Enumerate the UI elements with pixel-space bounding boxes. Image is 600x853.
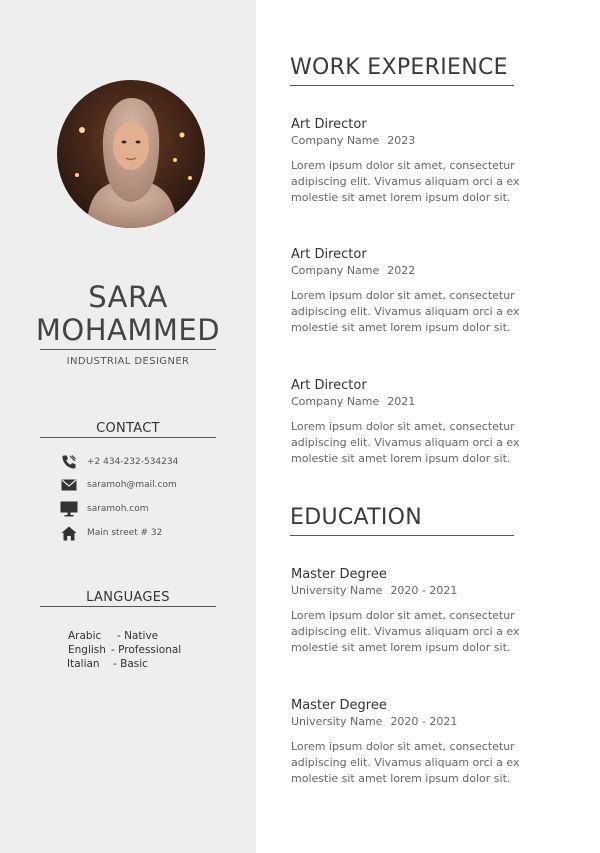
- entry-description: [291, 608, 531, 656]
- language-level: - Basic: [113, 658, 148, 670]
- work-divider: [290, 85, 514, 86]
- email-text: saramoh@mail.com: [87, 480, 177, 490]
- languages-divider: [40, 606, 216, 607]
- education-divider: [290, 535, 514, 536]
- address-text: Main street # 32: [87, 528, 163, 538]
- language-level: - Native: [117, 630, 159, 642]
- desc-line: Lorem ipsum dolor sit amet, consectetur: [291, 420, 515, 433]
- entry-title: Art Director: [291, 378, 367, 393]
- desc-line: Lorem ipsum dolor sit amet, consectetur: [291, 159, 515, 172]
- entry-meta: [291, 394, 531, 409]
- desc-line: adipiscing elit. Vivamus aliquam orci a ex: [291, 625, 520, 638]
- desc-line: Lorem ipsum dolor sit amet, consectetur: [291, 740, 515, 753]
- entry-meta: [291, 583, 531, 598]
- entry-title: Master Degree: [291, 567, 387, 582]
- entry-meta: [291, 133, 531, 148]
- entry-description: [291, 288, 531, 336]
- home-icon: [59, 525, 79, 541]
- contact-heading: CONTACT: [96, 421, 160, 436]
- first-name: SARA: [88, 280, 168, 314]
- languages-heading: LANGUAGES: [86, 590, 170, 605]
- entry-description: [291, 739, 531, 787]
- desc-line: adipiscing elit. Vivamus aliquam orci a ex: [291, 436, 520, 449]
- entry-title: Art Director: [291, 117, 367, 132]
- monitor-icon: [59, 501, 79, 517]
- entry-title: Master Degree: [291, 698, 387, 713]
- desc-line: molestie sit amet lorem ipsum dolor sit.: [291, 641, 511, 654]
- contact-website: [59, 500, 148, 518]
- entry-title: Art Director: [291, 247, 367, 262]
- entry-meta: [291, 263, 531, 278]
- desc-line: molestie sit amet lorem ipsum dolor sit.: [291, 452, 511, 465]
- name-divider: [40, 349, 216, 350]
- last-name: MOHAMMED: [35, 313, 221, 347]
- contact-address: [59, 524, 162, 542]
- entry-date: 2022: [387, 264, 416, 277]
- sidebar: [0, 0, 256, 853]
- profile-photo: [57, 80, 205, 228]
- mail-icon: [59, 477, 79, 493]
- entry-date: 2020 - 2021: [390, 715, 458, 728]
- education-heading: EDUCATION: [290, 505, 423, 530]
- phone-icon: [59, 454, 79, 470]
- language-name: Arabic: [68, 630, 102, 642]
- education-entry: [291, 698, 531, 787]
- entry-meta: [291, 714, 531, 729]
- job-role: INDUSTRIAL DESIGNER: [66, 356, 190, 367]
- entry-description: [291, 419, 531, 467]
- work-heading: WORK EXPERIENCE: [290, 55, 508, 80]
- work-entry: [291, 117, 531, 206]
- entry-description: [291, 158, 531, 206]
- desc-line: adipiscing elit. Vivamus aliquam orci a ex: [291, 175, 520, 188]
- entry-date: 2023: [387, 134, 416, 147]
- entry-org: University Name: [291, 584, 383, 597]
- entry-date: 2020 - 2021: [390, 584, 458, 597]
- contact-email: [59, 476, 177, 494]
- entry-org: Company Name: [291, 395, 380, 408]
- work-entry: [291, 247, 531, 336]
- entry-org: Company Name: [291, 264, 380, 277]
- contact-phone: [59, 453, 178, 471]
- entry-date: 2021: [387, 395, 416, 408]
- contact-divider: [40, 437, 216, 438]
- desc-line: adipiscing elit. Vivamus aliquam orci a ex: [291, 305, 520, 318]
- language-name: Italian: [67, 658, 100, 670]
- desc-line: molestie sit amet lorem ipsum dolor sit.: [291, 321, 511, 334]
- desc-line: molestie sit amet lorem ipsum dolor sit.: [291, 191, 511, 204]
- work-entry: [291, 378, 531, 467]
- language-level: - Professional: [111, 644, 182, 656]
- desc-line: adipiscing elit. Vivamus aliquam orci a ex: [291, 756, 520, 769]
- language-name: English: [68, 644, 106, 656]
- entry-org: University Name: [291, 715, 383, 728]
- education-entry: [291, 567, 531, 656]
- desc-line: Lorem ipsum dolor sit amet, consectetur: [291, 609, 515, 622]
- main-content: [256, 0, 600, 853]
- desc-line: Lorem ipsum dolor sit amet, consectetur: [291, 289, 515, 302]
- entry-org: Company Name: [291, 134, 380, 147]
- website-text: saramoh.com: [87, 504, 149, 514]
- phone-text: +2 434-232-534234: [87, 457, 179, 467]
- desc-line: molestie sit amet lorem ipsum dolor sit.: [291, 772, 511, 785]
